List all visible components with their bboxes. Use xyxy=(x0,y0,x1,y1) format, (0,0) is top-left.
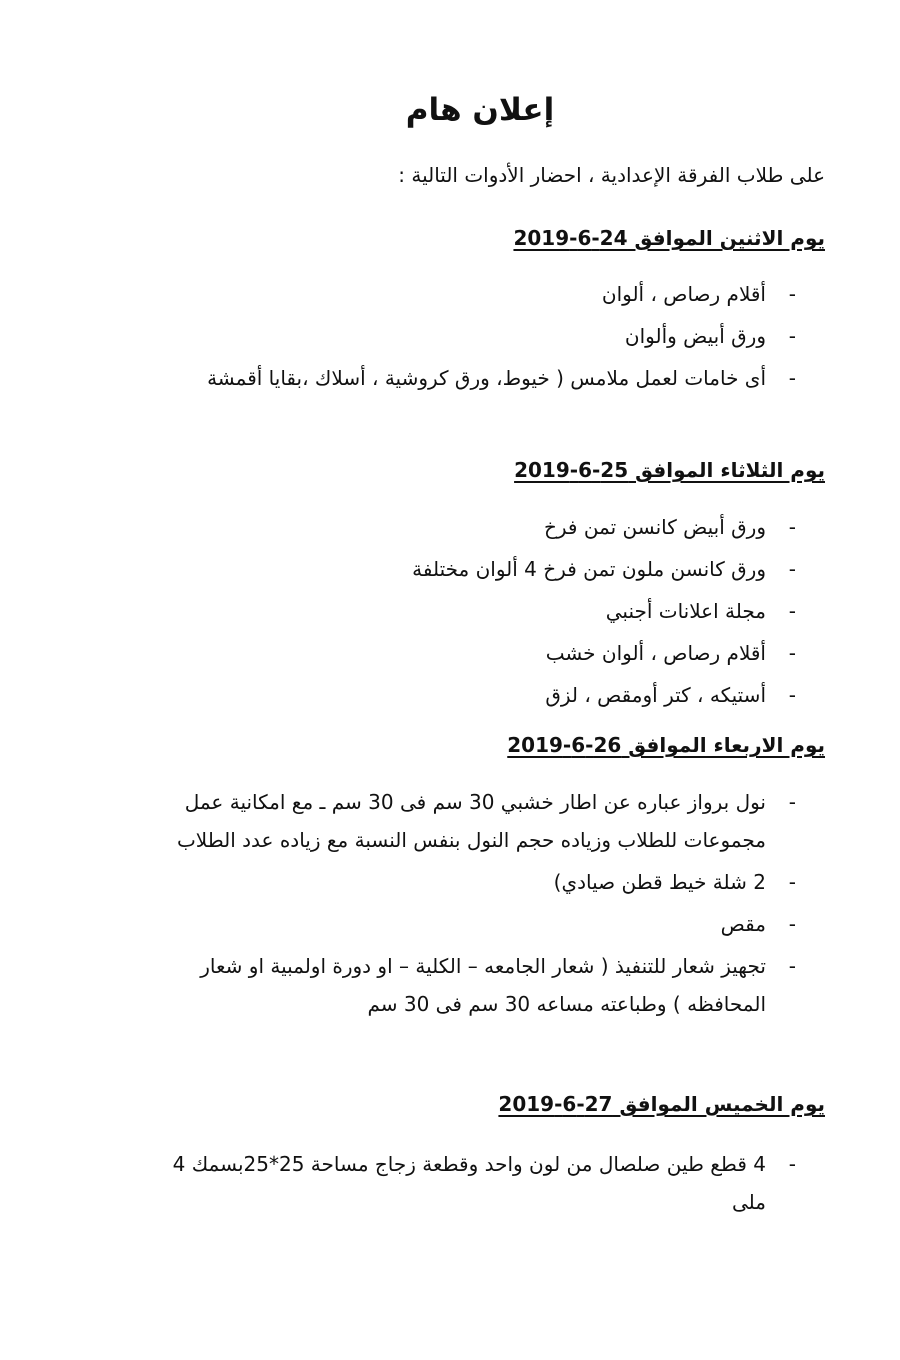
thursday-items-list xyxy=(152,1145,796,1225)
item-text: أى خامات لعمل ملامس ( خيوط، ورق كروشية ، أسلاك ،بقايا أقمشة xyxy=(207,366,766,390)
list-item xyxy=(152,508,796,546)
item-text: تجهيز شعار للتنفيذ ( شعار الجامعه – الكلية – او دورة اولمبية او شعار المحافظه ) وطباعته مساعه 30 سم فى 30 سم xyxy=(200,954,766,1016)
page-title: إعلان هام xyxy=(405,92,555,128)
item-text: 2 شلة خيط قطن صيادي) xyxy=(553,870,766,894)
item-text: مجلة اعلانات أجنبي xyxy=(605,599,766,623)
bullet-dash: - xyxy=(788,515,796,539)
bullet-dash: - xyxy=(788,912,796,936)
item-text: أقلام رصاص ، ألوان خشب xyxy=(545,641,766,665)
bullet-dash: - xyxy=(788,599,796,623)
bullet-dash: - xyxy=(788,557,796,581)
item-text: مقص xyxy=(720,912,766,936)
bullet-dash: - xyxy=(788,324,796,348)
list-item xyxy=(152,863,796,901)
day-heading-wednesday: يوم الاربعاء الموافق 26-6-2019 xyxy=(507,733,825,757)
list-item xyxy=(152,634,796,672)
bullet-dash: - xyxy=(788,282,796,306)
bullet-dash: - xyxy=(788,954,796,978)
bullet-dash: - xyxy=(788,641,796,665)
item-text: 4 قطع طين صلصال من لون واحد وقطعة زجاج مساحة 25*25بسمك 4 ملى xyxy=(172,1152,766,1214)
bullet-dash: - xyxy=(788,1152,796,1176)
monday-items-list xyxy=(152,275,796,401)
intro-text: على طلاب الفرقة الإعدادية ، احضار الأدوات التالية : xyxy=(398,163,825,187)
list-item xyxy=(152,550,796,588)
day-heading-tuesday: يوم الثلاثاء الموافق 25-6-2019 xyxy=(514,458,825,482)
tuesday-items-list xyxy=(152,508,796,718)
item-text: ورق أبيض وألوان xyxy=(624,324,766,348)
list-item xyxy=(152,1145,796,1221)
list-item xyxy=(152,317,796,355)
list-item xyxy=(152,275,796,313)
list-item xyxy=(152,592,796,630)
item-text: ورق كانسن ملون تمن فرخ 4 ألوان مختلفة xyxy=(412,557,766,581)
wednesday-items-list xyxy=(152,783,796,1027)
bullet-dash: - xyxy=(788,870,796,894)
list-item xyxy=(152,947,796,1023)
bullet-dash: - xyxy=(788,366,796,390)
day-heading-monday: يوم الاثنين الموافق 24-6-2019 xyxy=(513,226,825,250)
list-item xyxy=(152,905,796,943)
bullet-dash: - xyxy=(788,790,796,814)
item-text: أقلام رصاص ، ألوان xyxy=(601,282,766,306)
list-item xyxy=(152,676,796,714)
item-text: أستيكه ، كتر أومقص ، لزق xyxy=(545,683,766,707)
day-heading-thursday: يوم الخميس الموافق 27-6-2019 xyxy=(498,1092,825,1116)
item-text: نول برواز عباره عن اطار خشبي 30 سم فى 30 سم ـ مع امكانية عمل مجموعات للطلاب وزياده حجم النول بنفس النسبة مع زياده عدد الطلاب xyxy=(176,790,766,852)
list-item xyxy=(152,783,796,859)
item-text: ورق أبيض كانسن تمن فرخ xyxy=(543,515,766,539)
bullet-dash: - xyxy=(788,683,796,707)
list-item xyxy=(152,359,796,397)
